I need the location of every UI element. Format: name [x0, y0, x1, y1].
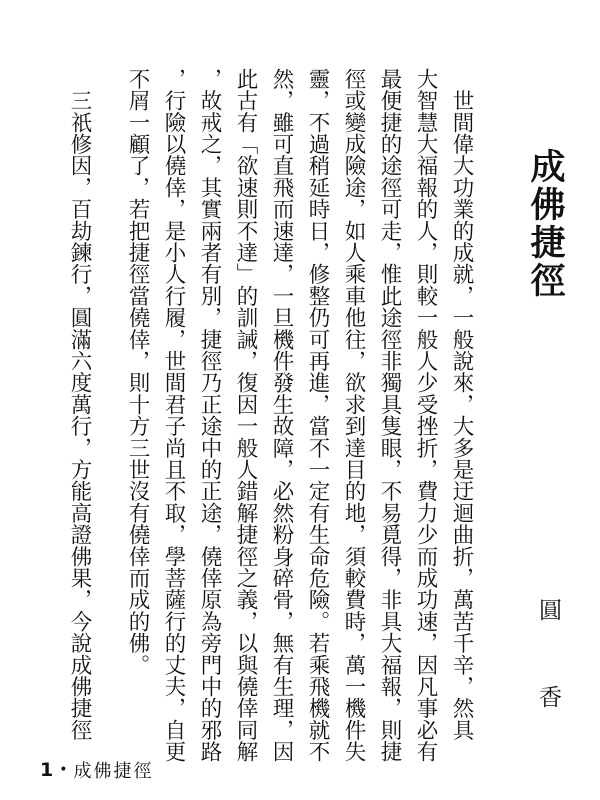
- author-name: 圓 香: [535, 598, 561, 727]
- footer-bullet: •: [59, 762, 68, 778]
- text-column: 不屑一顧了，若把捷徑當僥倖，則十方三世沒有僥倖而成的佛。: [125, 68, 150, 676]
- text-column: 大智慧大福報的人，則較一般人少受挫折，費力少而成功速，因凡事必有: [413, 68, 438, 763]
- page-number: 1: [40, 759, 54, 781]
- text-column: 徑或變成險途，如人乘車他往，欲求到達目的地，須較費時，萬一機件失: [341, 68, 366, 763]
- text-column: 然，雖可直飛而速達，一旦機件發生故障，必然粉身碎骨，無有生理，因: [269, 68, 294, 763]
- text-column: 世間偉大功業的成就，一般說來，大多是迂迴曲折，萬苦千辛，然具: [449, 68, 474, 741]
- text-column: 三祇修因，百劫鍊行，圓滿六度萬行，方能高證佛果，今說成佛捷徑: [67, 68, 92, 741]
- text-column: ，行險以僥倖，是小人行履，世間君子尚且不取，學菩薩行的丈夫，自更: [161, 68, 186, 763]
- chapter-title: 成佛捷徑: [525, 148, 566, 300]
- running-title: 成佛捷徑: [73, 761, 154, 782]
- text-column: 最便捷的途徑可走，惟此途徑非獨具隻眼，不易覓得，非具大福報，則捷: [377, 68, 402, 763]
- text-column: 靈，不過稍延時日，修整仍可再進，當不一定有生命危險。若乘飛機就不: [305, 68, 330, 763]
- page-footer: [40, 757, 154, 783]
- text-column: 此古有「欲速則不達」的訓誡，復因一般人錯解捷徑之義，以與僥倖同解: [233, 68, 258, 763]
- text-column: ，故戒之，其實兩者有別，捷徑乃正途中的正途，僥倖原為旁門中的邪路: [197, 68, 222, 763]
